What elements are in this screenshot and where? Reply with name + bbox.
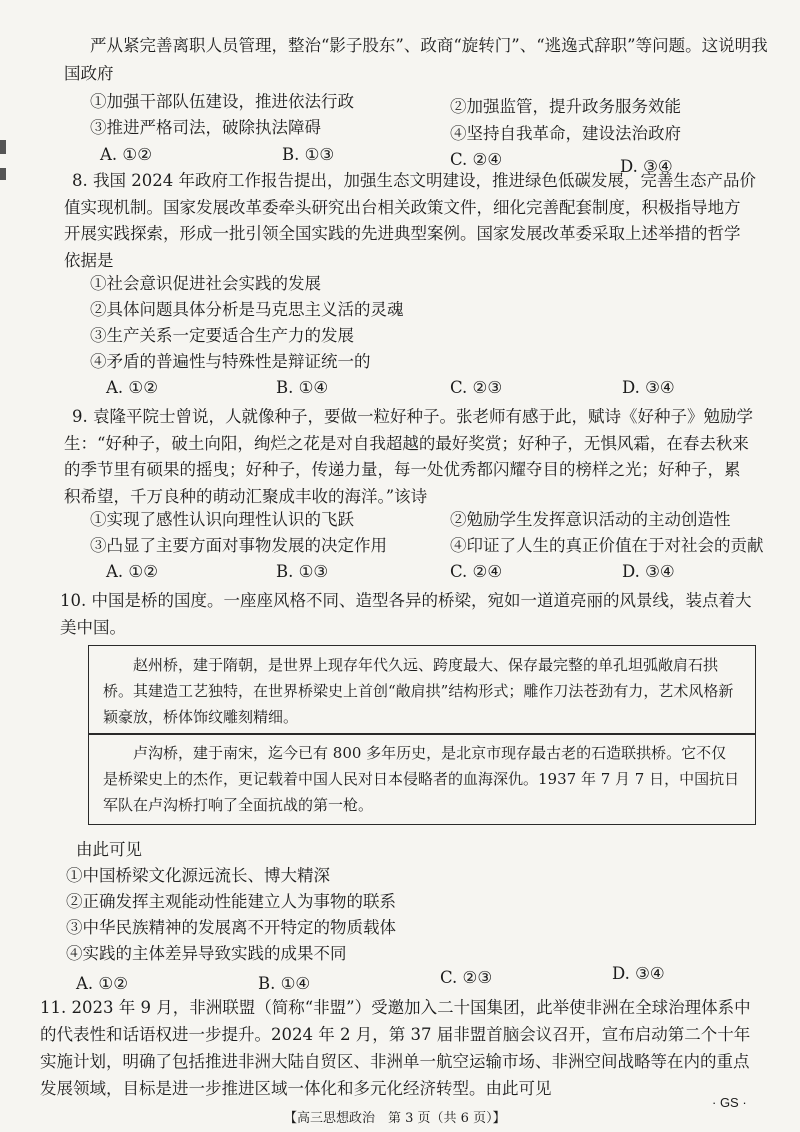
q8-choice-c[interactable]: C. ②③ bbox=[450, 378, 503, 397]
q9-choice-a[interactable]: A. ①② bbox=[106, 562, 158, 581]
q8-choice-b[interactable]: B. ①④ bbox=[276, 378, 329, 397]
q9-item-4: ④印证了人生的真正价值在于对社会的贡献 bbox=[450, 536, 764, 555]
q10-material-text: 赵州桥，建于隋朝，是世界上现存年代久远、跨度最大、保存最完整的单孔坦弧敞肩石拱桥。其建造工艺独特，在世界桥梁史上首创“敞肩拱”结构形式；雕作刀法苍劲有力，艺术风格新颖豪放，桥体饰纹雕刻精细。 bbox=[103, 656, 734, 726]
q7-stem-line-2: 国政府 bbox=[64, 64, 114, 83]
q7-choice-d[interactable]: D. ③④ bbox=[620, 157, 673, 176]
q10-choice-b[interactable]: B. ①④ bbox=[258, 974, 311, 993]
q10-item-1: ①中国桥梁文化源远流长、博大精深 bbox=[66, 866, 330, 885]
q8-item-1: ①社会意识促进社会实践的发展 bbox=[90, 274, 321, 293]
footer-code: · GS · bbox=[712, 1095, 747, 1110]
binding-mark bbox=[0, 168, 6, 180]
q7-item-1: ①加强干部队伍建设，推进依法行政 bbox=[90, 92, 354, 111]
q11-stem: 11. 2023 年 9 月，非洲联盟（简称“非盟”）受邀加入二十国集团，此举使非洲在全球治理体系中的代表性和话语权进一步提升。2024 年 2 月，第 37 届非盟首脑会议召开，宣布启动第二个十年实施计划，明确了包括推进非洲大陆自贸区、非洲单一航空运输市场、非洲空间战略等在内的重点发展领域，目标是进一步推进区域一体化和多元化经济转型。由此可见 bbox=[40, 998, 751, 1098]
q7-item-3: ③推进严格司法，破除执法障碍 bbox=[90, 118, 321, 137]
q9-choice-b[interactable]: B. ①③ bbox=[276, 562, 329, 581]
q10-lead: 由此可见 bbox=[76, 840, 142, 859]
q8-choice-a[interactable]: A. ①② bbox=[106, 378, 158, 397]
q10-material-text: 卢沟桥，建于南宋，迄今已有 800 多年历史，是北京市现存最古老的石造联拱桥。它不仅是桥梁史上的杰作，更记载着中国人民对日本侵略者的血海深仇。1937 年 7 月 7 日，中国抗日军队在卢沟桥打响了全面抗战的第一枪。 bbox=[103, 744, 740, 814]
binding-mark bbox=[0, 140, 6, 154]
q10-choice-a[interactable]: A. ①② bbox=[76, 974, 128, 993]
q8-choice-d[interactable]: D. ③④ bbox=[622, 378, 675, 397]
q7-item-2: ②加强监管，提升政务服务效能 bbox=[450, 97, 681, 116]
q9-stem: 9. 袁隆平院士曾说，人就像种子，要做一粒好种子。张老师有感于此，赋诗《好种子》勉励学生：“好种子，破土向阳，绚烂之花是对自我超越的最好奖赏；好种子，无惧风霜，在春去秋来的季节里有硕果的摇曳；好种子，传递力量，每一处优秀都闪耀夺目的榜样之光；好种子，累积希望，千万良种的萌动汇聚成丰收的海洋。”该诗 bbox=[64, 407, 753, 506]
q9-item-1: ①实现了感性认识向理性认识的飞跃 bbox=[90, 510, 354, 529]
q9-item-3: ③凸显了主要方面对事物发展的决定作用 bbox=[90, 536, 387, 555]
q7-choice-a[interactable]: A. ①② bbox=[100, 145, 152, 164]
q10-stem: 10. 中国是桥的国度。一座座风格不同、造型各异的桥梁，宛如一道道亮丽的风景线，装点着大美中国。 bbox=[60, 591, 752, 637]
q8-stem: 8. 我国 2024 年政府工作报告提出，加强生态文明建设，推进绿色低碳发展，完善生态产品价值实现机制。国家发展改革委牵头研究出台相关政策文件，细化完善配套制度，积极指导地方开展实践探索，形成一批引领全国实践的先进典型案例。国家发展改革委采取上述举措的哲学依据是 bbox=[64, 171, 756, 270]
q7-item-4: ④坚持自我革命，建设法治政府 bbox=[450, 124, 681, 143]
q8-item-2: ②具体问题具体分析是马克思主义活的灵魂 bbox=[90, 300, 404, 319]
q10-item-3: ③中华民族精神的发展离不开特定的物质载体 bbox=[66, 918, 396, 937]
q7-stem-line-1: 严从紧完善离职人员管理，整治“影子股东”、政商“旋转门”、“逃逸式辞职”等问题。这说明我 bbox=[90, 36, 768, 55]
q8-item-4: ④矛盾的普遍性与特殊性是辩证统一的 bbox=[90, 352, 371, 371]
q7-choice-b[interactable]: B. ①③ bbox=[282, 145, 335, 164]
page-footer: 【高三思想政治 第 3 页（共 6 页）】 bbox=[284, 1111, 506, 1126]
q10-choice-c[interactable]: C. ②③ bbox=[440, 968, 493, 987]
q9-choice-c[interactable]: C. ②④ bbox=[450, 562, 503, 581]
q10-choice-d[interactable]: D. ③④ bbox=[612, 964, 665, 983]
q10-material-box-zhaozhou-bridge bbox=[88, 645, 756, 735]
q9-item-2: ②勉励学生发挥意识活动的主动创造性 bbox=[450, 510, 731, 529]
q7-choice-c[interactable]: C. ②④ bbox=[450, 150, 503, 169]
q10-material-box-lugou-bridge bbox=[88, 733, 756, 825]
q10-item-2: ②正确发挥主观能动性能建立人为事物的联系 bbox=[66, 892, 396, 911]
q10-item-4: ④实践的主体差异导致实践的成果不同 bbox=[66, 944, 347, 963]
q9-choice-d[interactable]: D. ③④ bbox=[622, 562, 675, 581]
q8-item-3: ③生产关系一定要适合生产力的发展 bbox=[90, 326, 354, 345]
